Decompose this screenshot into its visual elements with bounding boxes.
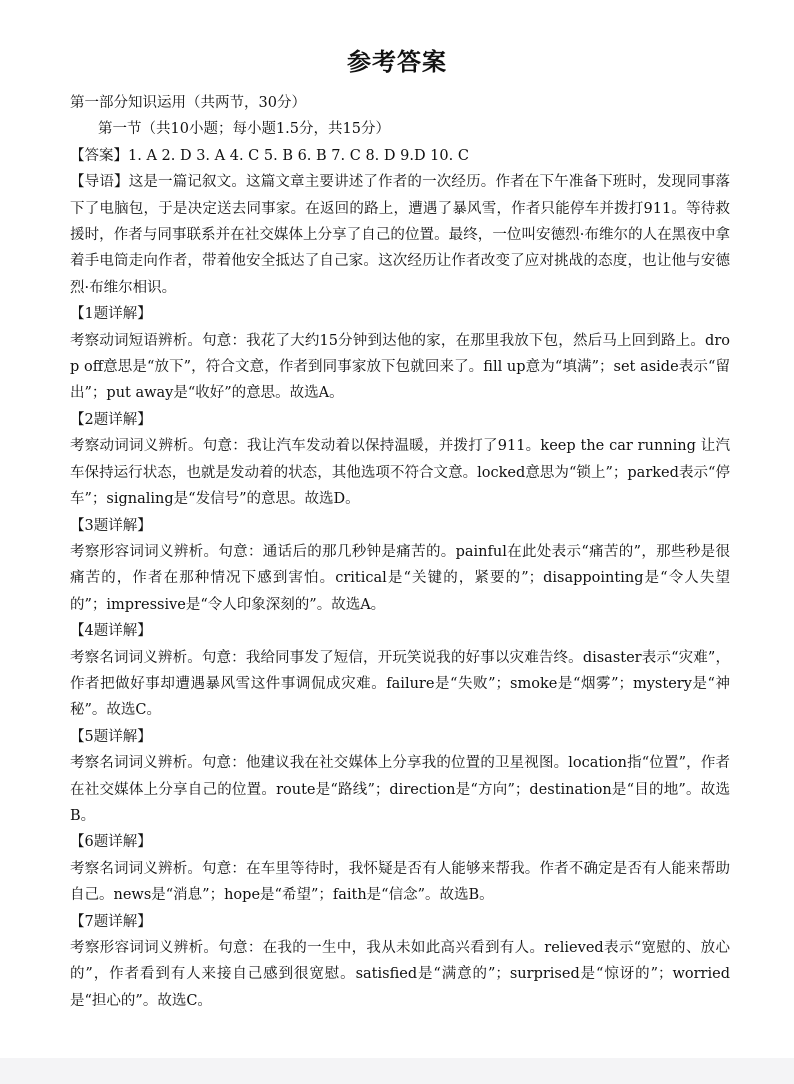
guide-label: 【导语】 — [70, 174, 129, 191]
guide-text: 这是一篇记叙文。这篇文章主要讲述了作者的一次经历。作者在下午准备下班时，发现同事落下了电脑包，于是决定送去同事家。在返回的路上，遭遇了暴风雪，作者只能停车并拨打911。等待救援时，作者与同事联系并在社交媒体上分享了自己的位置。最终，一位叫安德烈·布维尔的人在黑夜中拿着手电筒走向作者，带着他安全抵达了自己家。这次经历让作者改变了应对挑战的态度，也让他与安德烈·布维尔相识。 — [70, 174, 731, 296]
detail-text: 考察名词词义辨析。句意：我给同事发了短信，开玩笑说我的好事以灾难告终。disaster表示“灾难”，作者把做好事却遭遇暴风雪这件事调侃成灾难。failure是“失败”；smoke是“烟雾”；mystery是“神秘”。故选C。 — [70, 649, 730, 719]
answer-list: 1. A 2. D 3. A 4. C 5. B 6. B 7. C 8. D 9.D 10. C — [128, 147, 469, 164]
detail-text: 考察名词词义辨析。句意：在车里等待时，我怀疑是否有人能够来帮我。作者不确定是否有人能来帮助自己。news是“消息”；hope是“希望”；faith是“信念”。故选B。 — [70, 860, 730, 904]
detail-heading: 【5题详解】 — [70, 728, 152, 745]
answer-label: 【答案】 — [70, 147, 128, 164]
document-body — [70, 90, 730, 1014]
detail-heading: 【2题详解】 — [70, 411, 152, 428]
detail-heading: 【4题详解】 — [70, 623, 152, 640]
section-heading: 第一部分知识运用（共两节，30分） — [70, 95, 306, 111]
detail-heading: 【7题详解】 — [70, 913, 152, 930]
guide-paragraph — [70, 169, 730, 301]
detail-heading: 【3题详解】 — [70, 517, 152, 534]
detail-text: 考察形容词词义辨析。句意：通话后的那几秒钟是痛苦的。painful在此处表示“痛苦的”，那些秒是很痛苦的，作者在那种情况下感到害怕。critical是“关键的，紧要的”；disappointing是“令人失望的”；impressive是“令人印象深刻的”。故选A。 — [70, 543, 730, 613]
detail-text: 考察动词短语辨析。句意：我花了大约15分钟到达他的家，在那里我放下包，然后马上回到路上。drop off意思是“放下”，符合文意，作者到同事家放下包就回来了。fill up意为“填满”；set aside表示“留出”；put away是“收好”的意思。故选A。 — [70, 332, 730, 402]
page-title: 参考答案 — [347, 47, 447, 76]
page-bottom-strip — [0, 1058, 794, 1084]
detail-heading: 【6题详解】 — [70, 834, 152, 851]
detail-text: 考察名词词义辨析。句意：他建议我在社交媒体上分享我的位置的卫星视图。location指“位置”，作者在社交媒体上分享自己的位置。route是“路线”；direction是“方向”；destination是“目的地”。故选B。 — [70, 755, 730, 824]
detail-heading: 【1题详解】 — [70, 306, 152, 323]
subsection-heading: 第一节（共10小题；每小题1.5分，共15分） — [98, 121, 390, 138]
answer-key — [70, 143, 730, 169]
detail-text: 考察动词词义辨析。句意：我让汽车发动着以保持温暖，并拨打了911。keep the car running 让汽车保持运行状态，也就是发动着的状态，其他选项不符合文意。locked意思为“锁上”；parked表示“停车”；signaling是“发信号”的意思。故选D。 — [70, 438, 730, 508]
detail-text: 考察形容词词义辨析。句意：在我的一生中，我从未如此高兴看到有人。relieved表示“宽慰的、放心的”，作者看到有人来接自己感到很宽慰。satisfied是“满意的”；surprised是“惊讶的”；worried是“担心的”。故选C。 — [70, 940, 730, 1009]
